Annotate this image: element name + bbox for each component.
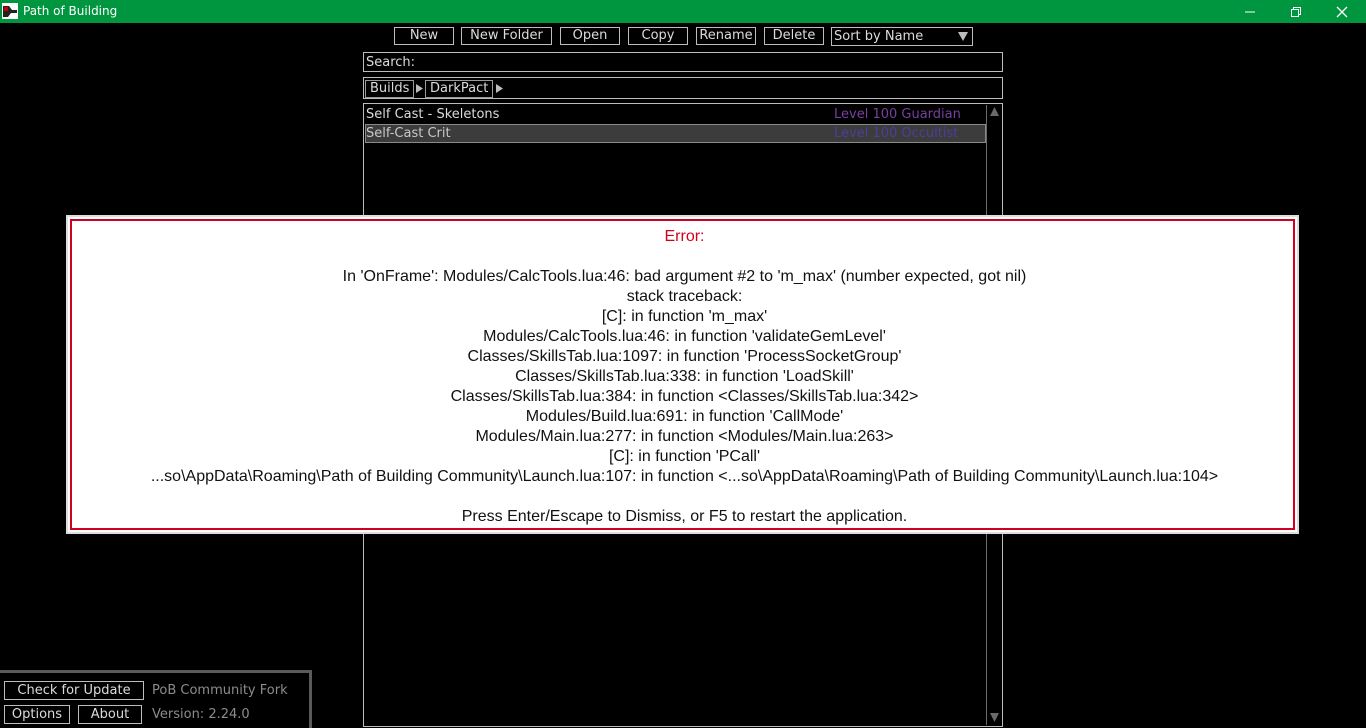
error-message-line: Classes/SkillsTab.lua:384: in function <Classes/SkillsTab.lua:342> (450, 388, 919, 405)
build-level: Level 100 Occultist (834, 126, 959, 141)
build-name: Self Cast - Skeletons (366, 107, 500, 122)
build-level: Level 100 Guardian (834, 107, 961, 122)
version-label: Version: 2.24.0 (152, 707, 250, 722)
build-row[interactable] (365, 105, 986, 124)
error-message-line: Classes/SkillsTab.lua:338: in function 'LoadSkill' (515, 368, 854, 385)
error-dialog-frame (70, 219, 1295, 530)
close-icon (1336, 6, 1348, 18)
minimize-button[interactable] (1227, 0, 1273, 23)
build-row-selected[interactable] (365, 124, 986, 143)
about-button[interactable]: About (78, 705, 142, 724)
breadcrumb (363, 77, 1003, 99)
scroll-down-icon[interactable] (990, 713, 999, 722)
breadcrumb-item-builds[interactable]: Builds (365, 80, 414, 98)
footer-panel (0, 670, 312, 728)
new-folder-button[interactable]: New Folder (461, 27, 552, 45)
search-box[interactable] (363, 52, 1003, 72)
error-message-line: [C]: in function 'PCall' (608, 448, 761, 465)
check-for-update-button[interactable]: Check for Update (4, 681, 144, 700)
chevron-down-icon (957, 31, 969, 42)
maximize-icon (1290, 6, 1302, 18)
error-message-line: Modules/Build.lua:691: in function 'CallMode' (525, 408, 844, 425)
sort-dropdown[interactable] (831, 27, 973, 46)
fork-label: PoB Community Fork (152, 683, 288, 698)
copy-button[interactable]: Copy (628, 27, 688, 45)
minimize-icon (1244, 6, 1256, 18)
rename-button[interactable]: Rename (696, 27, 756, 45)
error-message-line: Classes/SkillsTab.lua:1097: in function 'ProcessSocketGroup' (467, 348, 902, 365)
error-dialog (66, 215, 1299, 534)
error-message-line: [C]: in function 'm_max' (601, 308, 768, 325)
window-title: Path of Building (23, 4, 118, 18)
options-button[interactable]: Options (4, 705, 70, 724)
error-message-line: Modules/CalcTools.lua:46: in function 'validateGemLevel' (483, 328, 886, 345)
close-button[interactable] (1319, 0, 1365, 23)
chevron-right-icon (496, 84, 503, 93)
delete-button[interactable]: Delete (764, 27, 824, 45)
open-button[interactable]: Open (560, 27, 620, 45)
error-dismiss-hint: Press Enter/Escape to Dismiss, or F5 to restart the application. (461, 508, 908, 525)
maximize-button[interactable] (1273, 0, 1319, 23)
build-name: Self-Cast Crit (366, 126, 451, 141)
search-input[interactable] (418, 54, 988, 70)
error-message-line: Modules/Main.lua:277: in function <Modules/Main.lua:263> (475, 428, 894, 445)
sort-dropdown-value: Sort by Name (834, 29, 924, 44)
scroll-up-icon[interactable] (990, 107, 999, 116)
error-message-line: In 'OnFrame': Modules/CalcTools.lua:46: bad argument #2 to 'm_max' (number expected, got nil) (342, 268, 1027, 285)
new-button[interactable]: New (394, 27, 454, 45)
title-bar (0, 0, 1366, 23)
app-logo-icon (2, 3, 18, 19)
error-message-line: ...so\AppData\Roaming\Path of Building Community\Launch.lua:107: in function <...so\AppData\Roaming\Path of Building Community\Launch.lua:104> (150, 468, 1219, 485)
chevron-right-icon (416, 84, 423, 93)
breadcrumb-item-darkpact[interactable]: DarkPact (425, 80, 493, 98)
error-message-line: stack traceback: (626, 288, 743, 305)
error-title: Error: (664, 228, 705, 245)
search-label: Search: (366, 55, 416, 70)
